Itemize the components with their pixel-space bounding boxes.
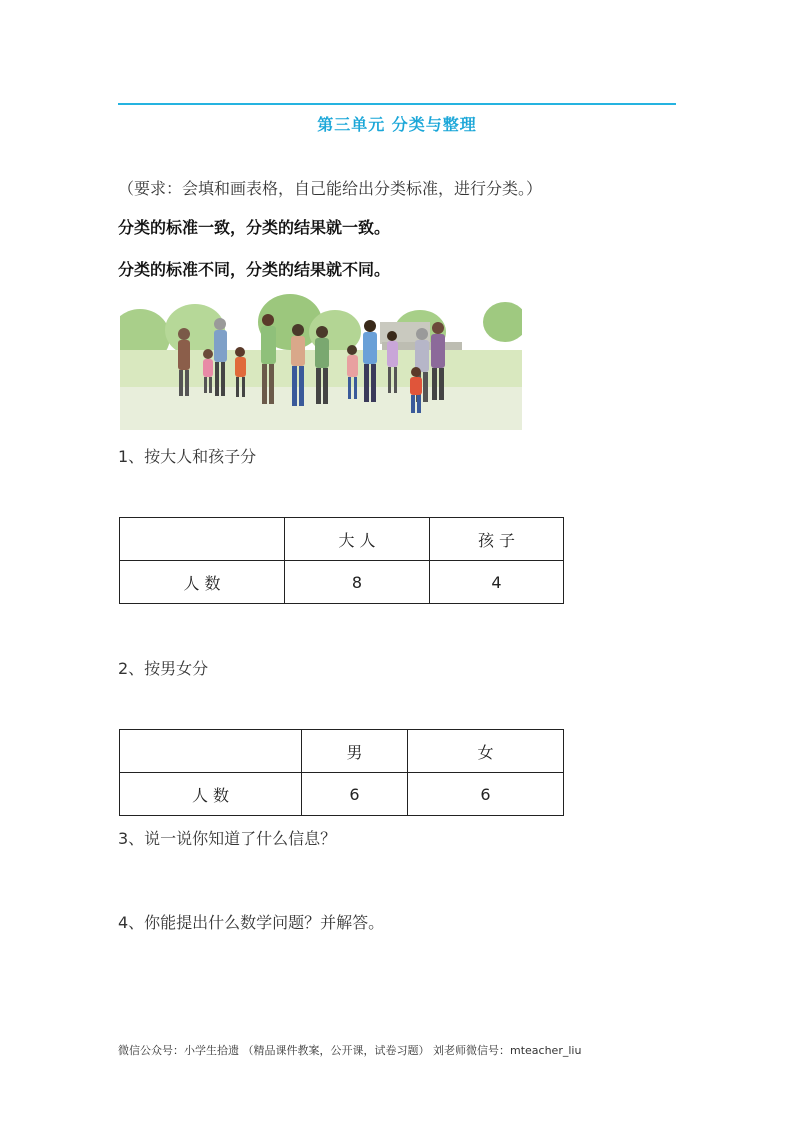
- footer-text: 微信公众号：小学生拾遗 （精品课件教案，公开课，试卷习题） 刘老师微信号：mteacher_liu: [118, 1044, 582, 1057]
- table2-corner-cell: [120, 730, 302, 773]
- table2-header-male: 男: [302, 730, 408, 773]
- question-4: 4、你能提出什么数学问题？并解答。: [118, 913, 385, 932]
- table1-header-children: 孩 子: [430, 518, 564, 561]
- table1-corner-cell: [120, 518, 285, 561]
- table2-header-female: 女: [408, 730, 564, 773]
- table2-row-label: 人 数: [120, 773, 302, 816]
- question-1: 1、按大人和孩子分: [118, 447, 257, 466]
- page-title: 第三单元 分类与整理: [317, 115, 477, 134]
- rule-text-2: 分类的标准不同，分类的结果就不同。: [118, 260, 391, 279]
- family-outing-illustration: [120, 292, 522, 430]
- table1-row-label: 人 数: [120, 561, 285, 604]
- rule-text-1: 分类的标准一致，分类的结果就一致。: [118, 218, 391, 237]
- adult-child-table: [119, 517, 564, 604]
- table1-value-children: 4: [430, 561, 564, 604]
- table1-header-adults: 大 人: [285, 518, 430, 561]
- header-rule: [118, 103, 676, 105]
- question-3: 3、说一说你知道了什么信息？: [118, 829, 337, 848]
- table2-value-male: 6: [302, 773, 408, 816]
- male-female-table: [119, 729, 564, 816]
- table1-value-adults: 8: [285, 561, 430, 604]
- requirement-text: （要求：会填和画表格，自己能给出分类标准，进行分类。）: [118, 179, 543, 198]
- table2-value-female: 6: [408, 773, 564, 816]
- question-2: 2、按男女分: [118, 659, 209, 678]
